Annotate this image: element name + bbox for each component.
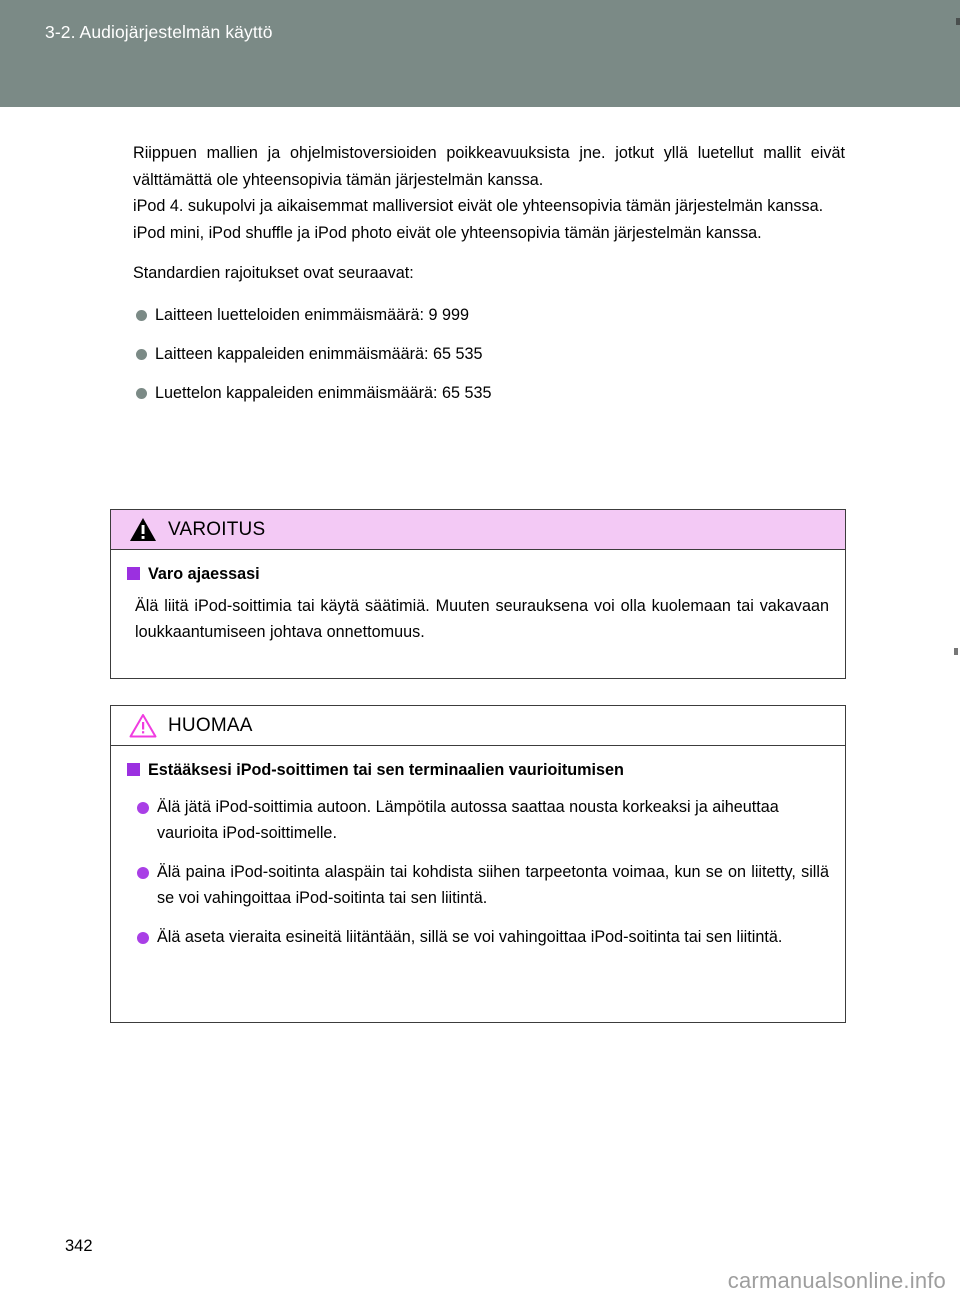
main-content [133, 140, 845, 419]
paragraph-ipod4-note: iPod 4. sukupolvi ja aikaisemmat malliversiot eivät ole yhteensopivia tämän järjestelmän kanssa. [133, 197, 824, 215]
list-item [133, 380, 845, 406]
list-item-label: Älä aseta vieraita esineitä liitäntään, sillä se voi vahingoittaa iPod-soitinta tai sen liitintä. [157, 928, 783, 946]
warning-box-body [111, 550, 845, 659]
paragraph-compatibility-note: Riippuen mallien ja ohjelmistoversioiden poikkeavuuksista jne. jotkut yllä luetellut mallit eivät välttämättä ole yhteensopivia tämän järjestelmän kanssa. [133, 144, 845, 189]
intro-paragraphs [133, 140, 845, 246]
standards-limits-list [133, 302, 845, 406]
warning-triangle-filled-icon [129, 517, 157, 542]
list-item [135, 860, 829, 911]
warning-subheading [127, 563, 829, 585]
square-bullet-icon [127, 763, 140, 776]
warning-box-title: VAROITUS [168, 518, 266, 540]
list-item-label: Laitteen luetteloiden enimmäismäärä: 9 999 [155, 305, 470, 324]
paragraph-ipod-mini-note: iPod mini, iPod shuffle ja iPod photo eivät ole yhteensopivia tämän järjestelmän kanssa. [133, 223, 762, 242]
square-bullet-icon [127, 567, 140, 580]
bullet-disc-icon [137, 802, 149, 814]
list-item [135, 925, 829, 951]
caution-triangle-outline-icon [129, 713, 157, 738]
standards-intro-text: Standardien rajoitukset ovat seuraavat: [133, 264, 414, 282]
list-item [135, 795, 829, 846]
list-item-label: Luettelon kappaleiden enimmäismäärä: 65 535 [155, 383, 492, 402]
page-number: 342 [65, 1237, 93, 1255]
watermark-text: carmanualsonline.info [727, 1268, 946, 1293]
caution-subheading [127, 759, 829, 781]
warning-body-text: Älä liitä iPod-soittimia tai käytä säätimiä. Muuten seurauksena voi olla kuolemaan tai vakavaan loukkaantumiseen johtava onnettomuus. [135, 597, 829, 641]
page-title: 3-2. Audiojärjestelmän käyttö [45, 22, 273, 42]
page-header-band [0, 0, 960, 107]
bullet-disc-icon [136, 388, 147, 399]
bullet-disc-icon [137, 867, 149, 879]
caution-box-title: HUOMAA [168, 714, 253, 736]
list-item-label: Älä paina iPod-soitinta alaspäin tai kohdista siihen tarpeetonta voimaa, kun se on liitetty, sillä se voi vahingoittaa iPod-soitinta tai sen liitintä. [157, 863, 829, 907]
caution-items-list [127, 795, 829, 951]
warning-subheading-label: Varo ajaessasi [148, 565, 260, 583]
bullet-disc-icon [137, 932, 149, 944]
list-item [133, 302, 845, 328]
caution-box-header [111, 706, 845, 746]
bullet-disc-icon [136, 349, 147, 360]
warning-box-header [111, 510, 845, 550]
caution-subheading-label: Estääksesi iPod-soittimen tai sen terminaalien vaurioitumisen [148, 761, 624, 779]
list-item-label: Laitteen kappaleiden enimmäismäärä: 65 535 [155, 344, 483, 363]
warning-box [110, 509, 846, 679]
caution-box [110, 705, 846, 1023]
bullet-disc-icon [136, 310, 147, 321]
list-item [133, 341, 845, 367]
caution-box-body [111, 746, 845, 965]
page-edge-mark [956, 18, 960, 25]
list-item-label: Älä jätä iPod-soittimia autoon. Lämpötila autossa saattaa nousta korkeaksi ja aiheuttaa vaurioita iPod-soittimelle. [157, 798, 779, 842]
page-edge-mark-secondary [954, 648, 958, 655]
